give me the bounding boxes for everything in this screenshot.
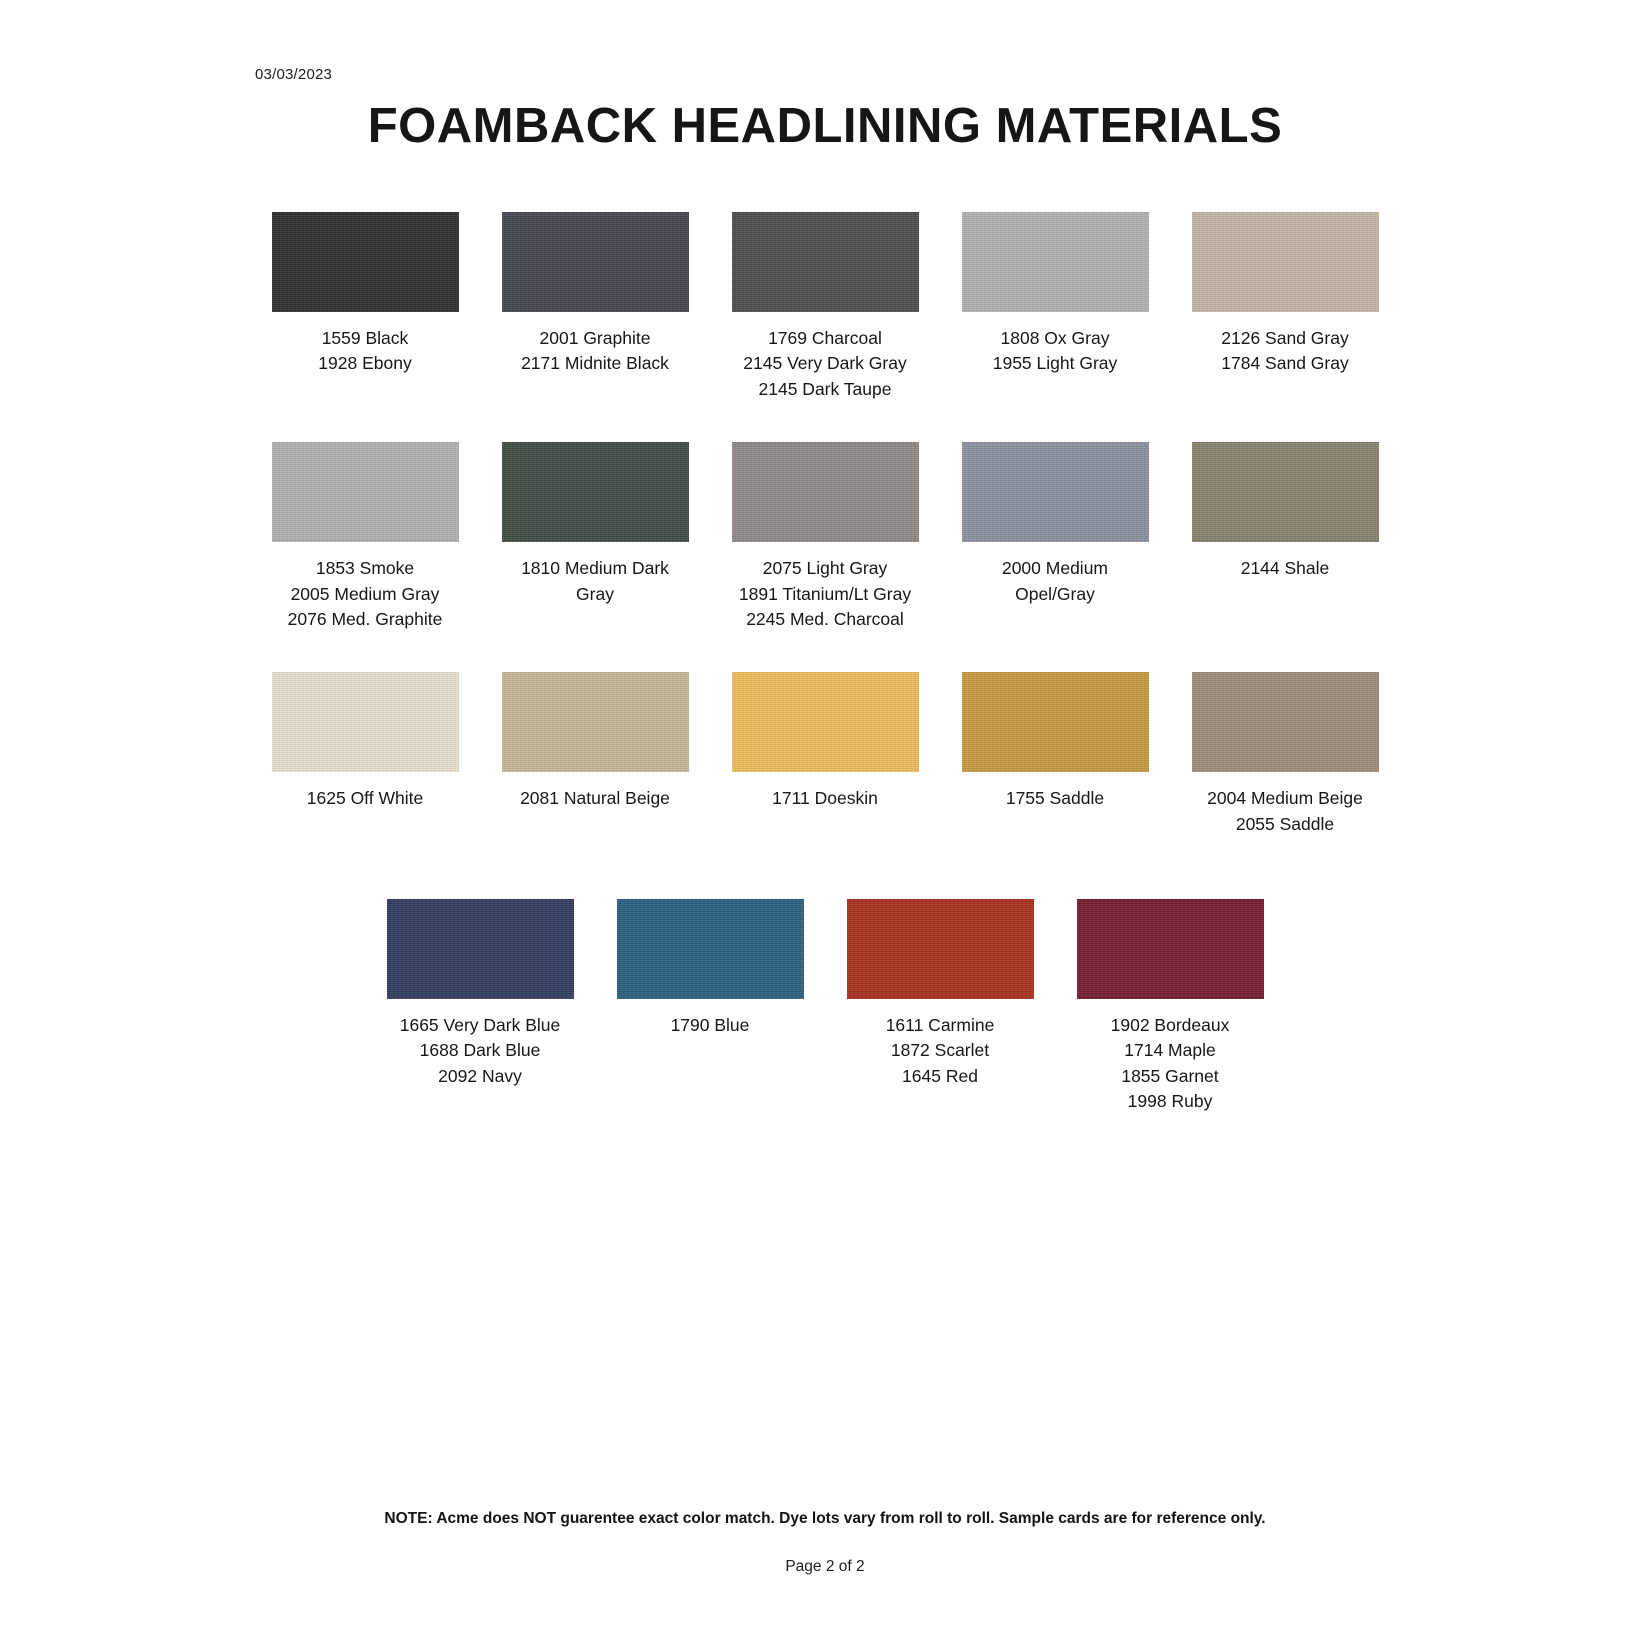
color-swatch[interactable]: [480, 442, 710, 607]
swatch-labels: [520, 786, 670, 811]
swatch-labels: [743, 326, 906, 402]
swatch-row: [250, 212, 1400, 402]
swatch-label: 1769 Charcoal: [768, 328, 882, 348]
swatch-labels: [521, 326, 669, 377]
color-swatch[interactable]: [250, 672, 480, 811]
swatch-chip[interactable]: [1192, 212, 1379, 312]
swatch-chip[interactable]: [1077, 899, 1264, 999]
swatch-labels: [318, 326, 411, 377]
swatch-label: 1711 Doeskin: [772, 788, 878, 809]
color-swatch[interactable]: [480, 212, 710, 377]
swatch-label: 2145 Dark Taupe: [758, 378, 892, 399]
disclaimer-note: NOTE: Acme does NOT guarentee exact color match. Dye lots vary from roll to roll. Sample cards are for reference only.: [384, 1510, 1266, 1527]
swatch-chip[interactable]: [387, 899, 574, 999]
swatch-label: 1714 Maple: [1124, 1040, 1216, 1061]
swatch-chip[interactable]: [962, 442, 1149, 542]
swatch-chip[interactable]: [847, 899, 1034, 999]
swatch-label: 1998 Ruby: [1127, 1091, 1213, 1112]
color-swatch[interactable]: [940, 212, 1170, 377]
swatch-row: [250, 899, 1400, 1115]
swatch-labels: [886, 1013, 995, 1089]
swatch-label: 1665 Very Dark Blue: [399, 1015, 561, 1035]
swatch-labels: [671, 1013, 750, 1038]
swatch-chip[interactable]: [272, 442, 459, 542]
swatch-labels: [1207, 786, 1363, 837]
color-swatch[interactable]: [480, 672, 710, 811]
swatch-chip[interactable]: [962, 672, 1149, 772]
page-title: FOAMBACK HEADLINING MATERIALS: [367, 99, 1283, 153]
swatch-chip[interactable]: [617, 899, 804, 999]
color-swatch[interactable]: [940, 672, 1170, 811]
swatch-label: 2004 Medium Beige: [1207, 788, 1363, 809]
swatch-label: 1853 Smoke: [315, 558, 415, 579]
swatch-labels: [1002, 556, 1108, 607]
swatch-label: 2076 Med. Graphite: [287, 608, 443, 629]
swatch-chip[interactable]: [272, 672, 459, 772]
swatch-labels: [739, 556, 911, 632]
swatch-chip[interactable]: [732, 212, 919, 312]
color-swatch[interactable]: [710, 672, 940, 811]
swatch-label: 2245 Med. Charcoal: [746, 608, 904, 629]
swatch-label: 2144 Shale: [1240, 558, 1330, 579]
swatch-label: 1559 Black: [321, 328, 409, 348]
swatch-label: 2055 Saddle: [1235, 813, 1335, 834]
color-swatch[interactable]: [825, 899, 1055, 1089]
swatch-labels: [521, 556, 669, 607]
swatch-labels: [288, 556, 443, 632]
color-swatch[interactable]: [710, 212, 940, 402]
swatch-label: 1688 Dark Blue: [419, 1040, 541, 1061]
swatch-label: 2145 Very Dark Gray: [743, 353, 907, 374]
swatch-row: [250, 442, 1400, 632]
swatch-label: 1625 Off White: [306, 788, 424, 809]
swatch-label: 2092 Navy: [438, 1065, 522, 1086]
swatch-label: 2081 Natural Beige: [520, 788, 670, 809]
color-swatch[interactable]: [1170, 442, 1400, 581]
swatch-label: 1645 Red: [902, 1065, 978, 1086]
swatch-chip[interactable]: [1192, 442, 1379, 542]
swatch-label: 1872 Scarlet: [890, 1040, 990, 1061]
color-swatch[interactable]: [365, 899, 595, 1089]
swatch-label: 1755 Saddle: [1005, 788, 1105, 809]
color-swatch[interactable]: [250, 442, 480, 632]
swatch-label: 1784 Sand Gray: [1221, 353, 1349, 374]
swatch-chip[interactable]: [732, 442, 919, 542]
color-swatch[interactable]: [250, 212, 480, 377]
swatch-label: Gray: [576, 583, 614, 604]
color-swatch[interactable]: [710, 442, 940, 632]
swatch-chip[interactable]: [1192, 672, 1379, 772]
swatch-chip[interactable]: [272, 212, 459, 312]
swatch-label: 1902 Bordeaux: [1110, 1015, 1230, 1035]
document-date: 03/03/2023: [255, 66, 333, 83]
swatch-label: 1808 Ox Gray: [1000, 328, 1110, 348]
swatch-row: [250, 672, 1400, 837]
swatch-label: 1891 Titanium/Lt Gray: [738, 583, 912, 604]
swatch-chip[interactable]: [732, 672, 919, 772]
swatch-chip[interactable]: [962, 212, 1149, 312]
swatch-label: 1810 Medium Dark: [521, 558, 669, 579]
swatch-label: 1928 Ebony: [318, 353, 412, 374]
swatch-labels: [1006, 786, 1104, 811]
swatch-labels: [1241, 556, 1330, 581]
swatch-chip[interactable]: [502, 672, 689, 772]
swatch-label: 2000 Medium: [1001, 558, 1109, 579]
swatch-grid: [250, 212, 1400, 1115]
swatch-labels: [993, 326, 1118, 377]
swatch-labels: [400, 1013, 561, 1089]
color-swatch[interactable]: [595, 899, 825, 1038]
swatch-chip[interactable]: [502, 212, 689, 312]
color-swatch[interactable]: [1170, 212, 1400, 377]
swatch-label: 2001 Graphite: [539, 328, 651, 348]
swatch-labels: [772, 786, 878, 811]
swatch-label: 1855 Garnet: [1121, 1065, 1219, 1086]
page-number: Page 2 of 2: [785, 1558, 865, 1575]
swatch-label: 1611 Carmine: [885, 1015, 995, 1035]
swatch-label: 2171 Midnite Black: [521, 353, 669, 374]
swatch-label: 2075 Light Gray: [762, 558, 888, 579]
color-swatch[interactable]: [1170, 672, 1400, 837]
swatch-label: 1790 Blue: [670, 1015, 750, 1035]
swatch-label: 2126 Sand Gray: [1221, 328, 1349, 348]
swatch-label: 2005 Medium Gray: [290, 583, 440, 604]
swatch-label: Opel/Gray: [1015, 583, 1095, 604]
swatch-chip[interactable]: [502, 442, 689, 542]
color-swatch[interactable]: [1055, 899, 1285, 1115]
swatch-labels: [307, 786, 423, 811]
swatch-labels: [1221, 326, 1348, 377]
swatch-label: 1955 Light Gray: [992, 353, 1118, 374]
swatch-labels: [1111, 1013, 1230, 1115]
color-swatch[interactable]: [940, 442, 1170, 607]
